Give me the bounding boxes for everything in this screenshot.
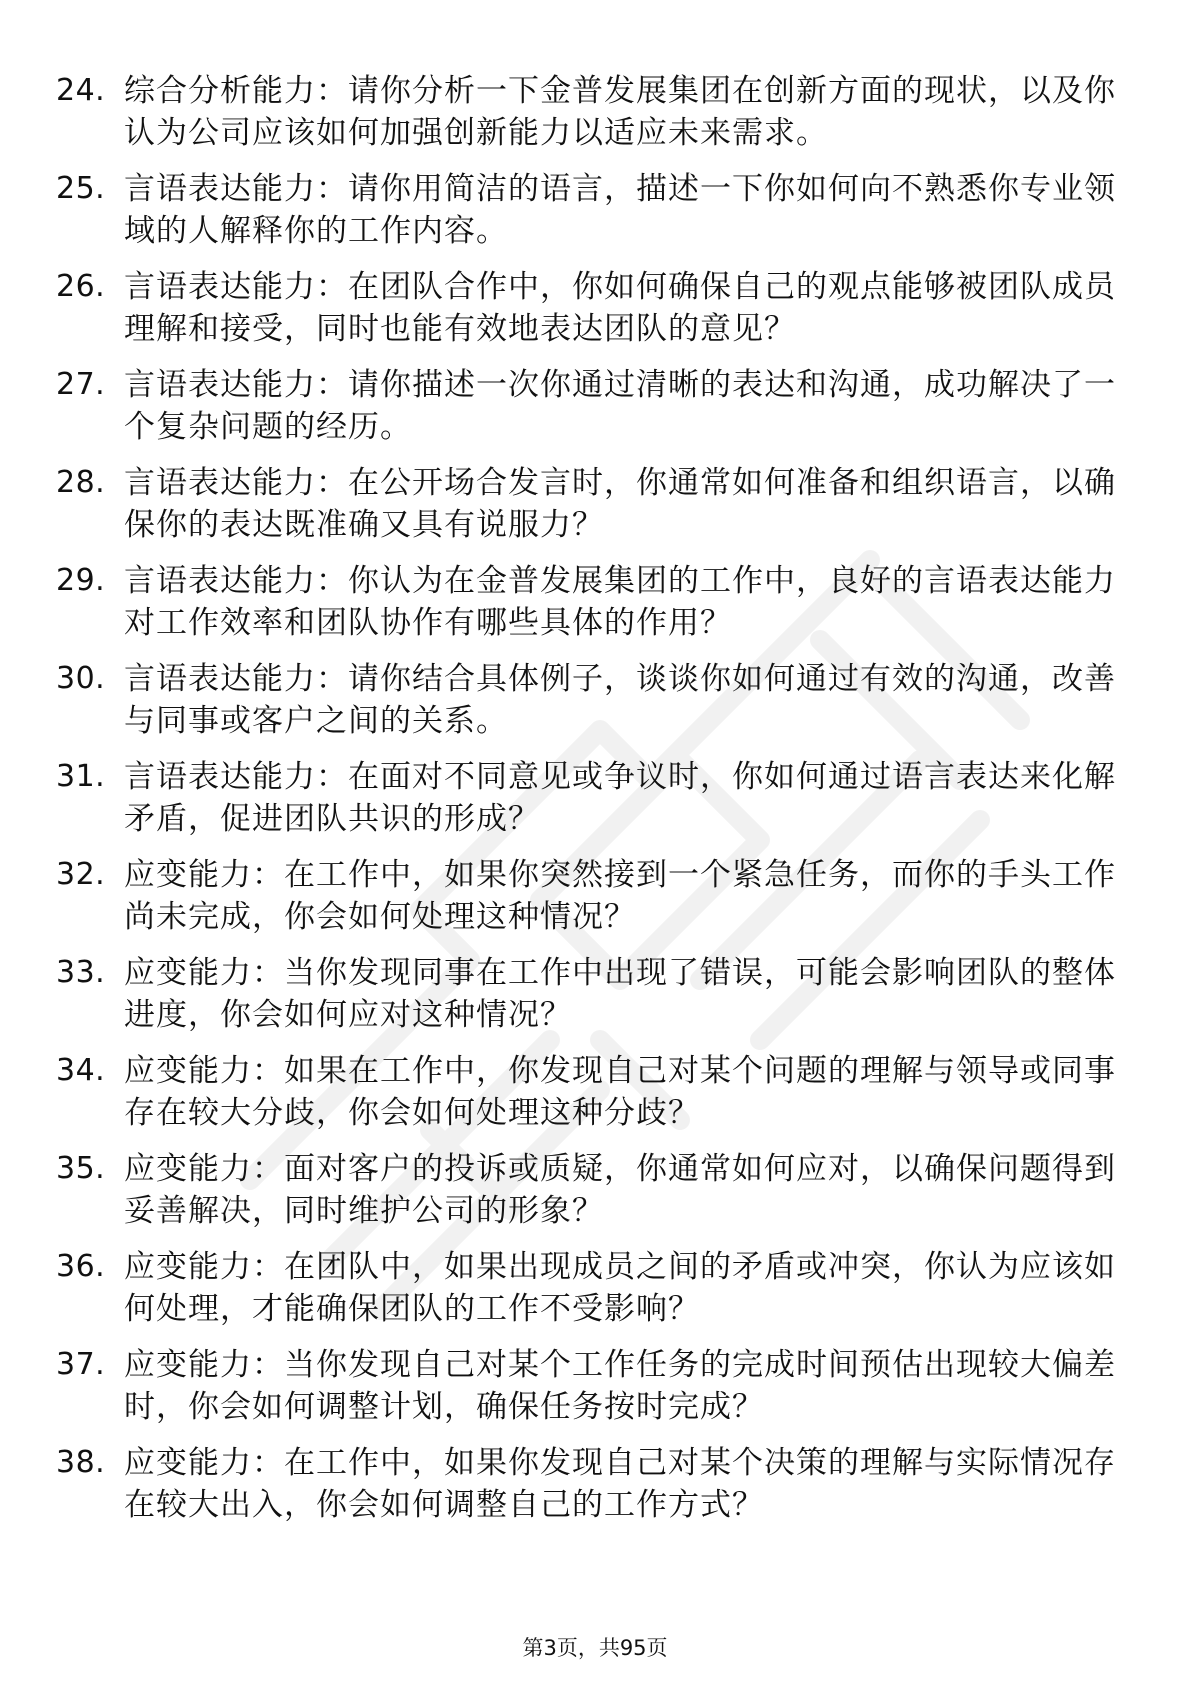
question-text: 应变能力：在工作中，如果你突然接到一个紧急任务，而你的手头工作尚未完成，你会如何处理这种情况？ (124, 857, 1116, 935)
question-number: 33. (56, 955, 106, 990)
question-item-34 (56, 1050, 1116, 1148)
question-text: 言语表达能力：在公开场合发言时，你通常如何准备和组织语言，以确保你的表达既准确又具有说服力？ (124, 465, 1116, 543)
question-text: 应变能力：面对客户的投诉或质疑，你通常如何应对，以确保问题得到妥善解决，同时维护公司的形象？ (124, 1151, 1116, 1229)
question-number: 38. (56, 1445, 106, 1480)
question-number: 31. (56, 759, 106, 794)
question-number: 36. (56, 1249, 106, 1284)
question-text: 言语表达能力：请你结合具体例子，谈谈你如何通过有效的沟通，改善与同事或客户之间的关系。 (124, 661, 1116, 739)
question-text: 言语表达能力：你认为在金普发展集团的工作中，良好的言语表达能力对工作效率和团队协作有哪些具体的作用？ (124, 563, 1116, 641)
question-text: 应变能力：当你发现自己对某个工作任务的完成时间预估出现较大偏差时，你会如何调整计划，确保任务按时完成？ (124, 1347, 1116, 1425)
question-text: 应变能力：在团队中，如果出现成员之间的矛盾或冲突，你认为应该如何处理，才能确保团队的工作不受影响？ (124, 1249, 1116, 1327)
question-text: 应变能力：在工作中，如果你发现自己对某个决策的理解与实际情况存在较大出入，你会如何调整自己的工作方式？ (124, 1445, 1116, 1523)
question-text: 言语表达能力：在团队合作中，你如何确保自己的观点能够被团队成员理解和接受，同时也能有效地表达团队的意见？ (124, 269, 1116, 347)
question-number: 26. (56, 269, 106, 304)
question-text: 应变能力：当你发现同事在工作中出现了错误，可能会影响团队的整体进度，你会如何应对这种情况？ (124, 955, 1116, 1033)
question-number: 37. (56, 1347, 106, 1382)
question-item-25 (56, 168, 1116, 266)
question-item-27 (56, 364, 1116, 462)
question-text: 言语表达能力：在面对不同意见或争议时，你如何通过语言表达来化解矛盾，促进团队共识的形成？ (124, 759, 1116, 837)
question-text: 言语表达能力：请你用简洁的语言，描述一下你如何向不熟悉你专业领域的人解释你的工作内容。 (124, 171, 1116, 249)
question-text: 言语表达能力：请你描述一次你通过清晰的表达和沟通，成功解决了一个复杂问题的经历。 (124, 367, 1116, 445)
question-text: 应变能力：如果在工作中，你发现自己对某个问题的理解与领导或同事存在较大分歧，你会如何处理这种分歧？ (124, 1053, 1116, 1131)
question-number: 25. (56, 171, 106, 206)
question-item-38 (56, 1442, 1116, 1540)
question-number: 35. (56, 1151, 106, 1186)
question-text: 综合分析能力：请你分析一下金普发展集团在创新方面的现状，以及你认为公司应该如何加强创新能力以适应未来需求。 (124, 73, 1116, 151)
question-item-30 (56, 658, 1116, 756)
question-item-36 (56, 1246, 1116, 1344)
question-item-37 (56, 1344, 1116, 1442)
question-item-28 (56, 462, 1116, 560)
question-item-26 (56, 266, 1116, 364)
question-item-35 (56, 1148, 1116, 1246)
question-item-33 (56, 952, 1116, 1050)
question-number: 28. (56, 465, 106, 500)
question-item-24 (56, 70, 1116, 168)
question-number: 27. (56, 367, 106, 402)
question-number: 30. (56, 661, 106, 696)
question-item-32 (56, 854, 1116, 952)
question-item-29 (56, 560, 1116, 658)
question-number: 29. (56, 563, 106, 598)
question-number: 34. (56, 1053, 106, 1088)
question-number: 32. (56, 857, 106, 892)
question-item-31 (56, 756, 1116, 854)
page-number-footer: 第3页，共95页 (522, 1636, 668, 1660)
question-list (56, 70, 1116, 1540)
question-number: 24. (56, 73, 106, 108)
